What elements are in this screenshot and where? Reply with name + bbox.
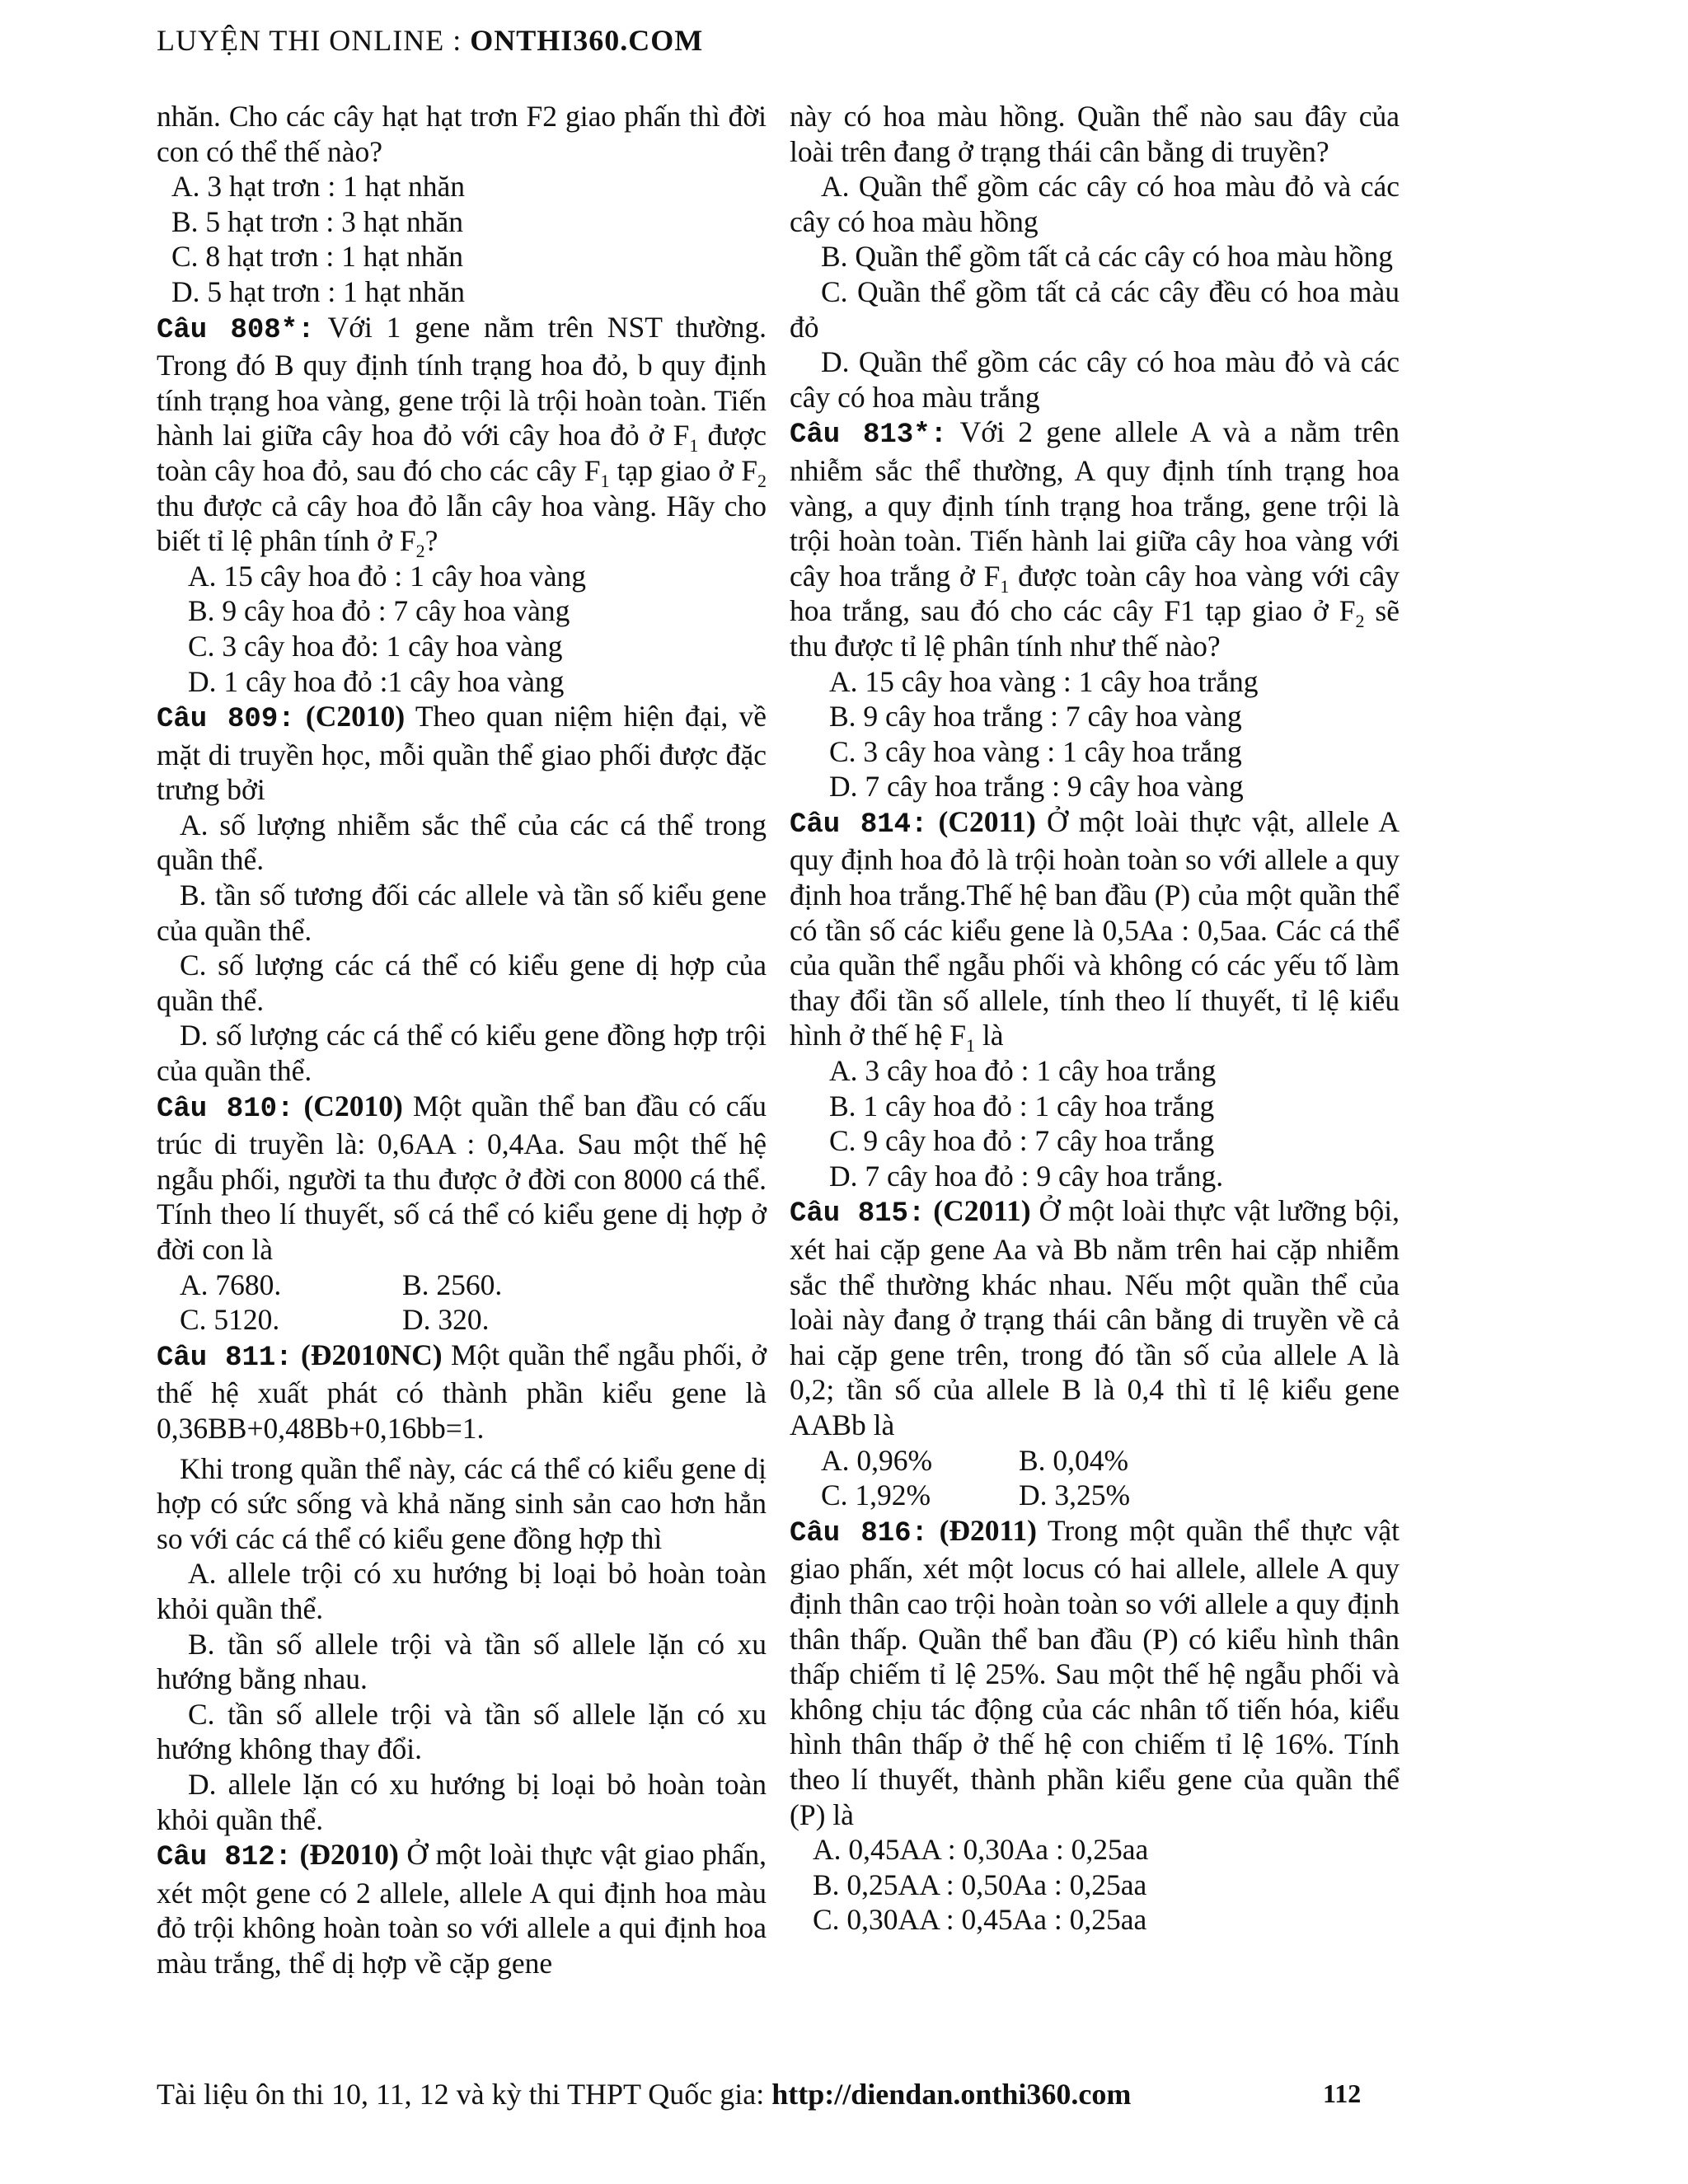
option-b: B. 5 hạt trơn : 3 hạt nhăn: [171, 204, 463, 238]
question-label: Câu 811:: [157, 1342, 293, 1374]
question-label: Câu 813*:: [790, 419, 948, 452]
question-816: Câu 816: (Đ2011) Trong một quần thể thực vật giao phấn, xét một locus có hai allele, allele A quy định thân cao trội hoàn toàn so với allele a quy định thân thấp. Quần thể ban đầu (P) có kiểu hình thân thấp chiếm tỉ lệ 25%. Sau một thế hệ ngẫu phối và không chịu tác động của các nhân tố tiến hóa, kiểu hình thân thấp ở thế hệ con chiếm tỉ lệ 16%. Tính theo lí thuyết, thành phần kiểu gene của quần thể (P) là: [790, 1513, 1400, 1831]
option-b: B. 0,25AA : 0,50Aa : 0,25aa: [813, 1868, 1147, 1901]
question-815: Câu 815: (C2011) Ở một loài thực vật lưỡng bội, xét hai cặp gene Aa và Bb nằm trên hai cặp nhiễm sắc thể thường khác nhau. Nếu một quần thể của loài này đang ở trạng thái cân bằng di truyền về cả hai cặp gene trên, trong đó tần số của allele A là 0,2; tần số của allele B là 0,4 thì tỉ lệ kiểu gene AABb là: [790, 1194, 1400, 1441]
option-c: C. số lượng các cá thể có kiểu gene dị hợp của quần thể.: [157, 949, 767, 1017]
option-c: C. 0,30AA : 0,45Aa : 0,25aa: [813, 1903, 1147, 1937]
option-row: [790, 1478, 1400, 1513]
option-b: B. tần số tương đối các allele và tần số kiểu gene của quần thể.: [157, 879, 767, 947]
option-a: A. 7680.: [180, 1268, 282, 1301]
option-row: [157, 1268, 767, 1303]
option-d: D. Quần thể gồm các cây có hoa màu đỏ và các cây có hoa màu trắng: [790, 345, 1400, 414]
question-811-body: Khi trong quần thể này, các cá thể có kiểu gene dị hợp có sức sống và khả năng sinh sản cao hơn hẳn so với các cá thể có kiểu gene đồng hợp thì: [157, 1451, 767, 1555]
question-814: Câu 814: (C2011) Ở một loài thực vật, allele A quy định hoa đỏ là trội hoàn toàn so với allele a quy định hoa trắng.Thế hệ ban đầu (P) của một quần thể có tần số các kiểu gene là 0,5Aa : 0,5aa. Các cá thể của quần thể ngẫu phối và không có các yếu tố làm thay đổi tần số allele, tính theo lí thuyết, tỉ lệ kiểu hình ở thế hệ $F_1$ là: [790, 804, 1400, 1057]
option-b: B. tần số allele trội và tần số allele lặn có xu hướng bằng nhau.: [157, 1627, 767, 1696]
option-b: B. Quần thể gồm tất cả các cây có hoa màu hồng: [821, 240, 1393, 274]
option-b: B. 9 cây hoa đỏ : 7 cây hoa vàng: [188, 594, 570, 628]
option-row: [790, 1443, 1400, 1479]
question-source: (C2011): [927, 804, 1036, 838]
option-c: C. tần số allele trội và tần số allele lặn có xu hướng không thay đổi.: [157, 1697, 767, 1766]
question-source: (Đ2010): [291, 1838, 399, 1872]
option-a: A. 15 cây hoa đỏ : 1 cây hoa vàng: [188, 559, 587, 593]
option-row: [157, 1302, 767, 1338]
option-c: C. 5120.: [180, 1303, 280, 1337]
footer-text: Tài liệu ôn thi 10, 11, 12 và kỳ thi THPT Quốc gia:: [157, 2078, 772, 2111]
header-site: ONTHI360.COM: [470, 24, 704, 57]
question-label: Câu 810:: [157, 1093, 294, 1125]
left-column: [157, 99, 767, 1980]
option-d: D. 7 cây hoa trắng : 9 cây hoa vàng: [829, 770, 1244, 804]
page-header: [157, 23, 703, 58]
option-d: D. 5 hạt trơn : 1 hạt nhăn: [171, 274, 465, 308]
option-c: C. 3 cây hoa đỏ: 1 cây hoa vàng: [188, 629, 563, 663]
option-d: D. 320.: [402, 1303, 490, 1337]
question-label: Câu 812:: [157, 1842, 292, 1874]
question-809: Câu 809: (C2010) Theo quan niệm hiện đại, về mặt di truyền học, mỗi quần thể giao phối được đặc trưng bởi: [157, 700, 767, 807]
option-a: A. 15 cây hoa vàng : 1 cây hoa trắng: [829, 664, 1259, 698]
option-b: B. 1 cây hoa đỏ : 1 cây hoa trắng: [829, 1089, 1215, 1122]
page-footer: [157, 2077, 1131, 2111]
option-d: D. 1 cây hoa đỏ :1 cây hoa vàng: [188, 664, 565, 698]
option-c: C. 8 hạt trơn : 1 hạt nhăn: [171, 240, 463, 274]
question-label: Câu 808*:: [157, 314, 315, 346]
question-source: (C2011): [925, 1194, 1031, 1228]
option-a: A. allele trội có xu hướng bị loại bỏ hoàn toàn khỏi quần thể.: [157, 1557, 767, 1625]
right-column: [790, 99, 1400, 1938]
continued-question-text: nhăn. Cho các cây hạt hạt trơn F2 giao phấn thì đời con có thể thế nào?: [157, 100, 767, 168]
question-811: Câu 811: (Đ2010NC) Một quần thể ngẫu phối, ở thế hệ xuất phát có thành phần kiểu gene là 0,36BB+0,48Bb+0,16bb=1.: [157, 1338, 767, 1445]
footer-link[interactable]: http://diendan.onthi360.com: [771, 2078, 1132, 2111]
option-d: D. 7 cây hoa đỏ : 9 cây hoa trắng.: [829, 1159, 1224, 1193]
header-prefix: LUYỆN THI ONLINE :: [157, 24, 471, 57]
question-label: Câu 816:: [790, 1517, 928, 1549]
option-d: D. số lượng các cá thể có kiểu gene đồng hợp trội của quần thể.: [157, 1019, 767, 1088]
option-b: B. 2560.: [402, 1268, 503, 1301]
question-label: Câu 815:: [790, 1198, 926, 1230]
question-810: Câu 810: (C2010) Một quần thể ban đầu có cấu trúc di truyền là: 0,6AA : 0,4Aa. Sau một thế hệ ngẫu phối, người ta thu được ở đời con 8000 cá thể. Tính theo lí thuyết, số cá thể có kiểu gene dị hợp ở đời con là: [157, 1089, 767, 1266]
option-c: C. 1,92%: [821, 1479, 931, 1512]
option-d: D. 3,25%: [1019, 1479, 1131, 1512]
question-source: (Đ2011): [927, 1513, 1037, 1547]
option-a: A. 0,45AA : 0,30Aa : 0,25aa: [813, 1833, 1149, 1867]
question-label: Câu 814:: [790, 808, 928, 841]
option-c: C. 3 cây hoa vàng : 1 cây hoa trắng: [829, 734, 1242, 768]
option-c: C. Quần thể gồm tất cả các cây đều có hoa màu đỏ: [790, 274, 1400, 344]
question-source: (C2010): [294, 700, 406, 733]
continued-question-text: này có hoa màu hồng. Quần thể nào sau đây của loài trên đang ở trạng thái cân bằng di truyền?: [790, 100, 1400, 168]
question-label: Câu 809:: [157, 704, 295, 736]
option-a: A. số lượng nhiễm sắc thể của các cá thể trong quần thể.: [157, 808, 767, 877]
option-a: A. Quần thể gồm các cây có hoa màu đỏ và các cây có hoa màu hồng: [790, 170, 1400, 238]
page-number: 112: [1323, 2079, 1362, 2108]
question-812: Câu 812: (Đ2010) Ở một loài thực vật giao phấn, xét một gene có 2 allele, allele A qui định hoa màu đỏ trội không hoàn toàn so với allele a qui định hoa màu trắng, thể dị hợp về cặp gene: [157, 1838, 767, 1980]
option-a: A. 3 cây hoa đỏ : 1 cây hoa trắng: [829, 1054, 1217, 1088]
option-b: B. 0,04%: [1019, 1443, 1129, 1477]
question-808: Câu 808*: Với 1 gene nằm trên NST thường. Trong đó B quy định tính trạng hoa đỏ, b quy định tính trạng hoa vàng, gene trội là trội hoàn toàn. Tiến hành lai giữa cây hoa đỏ với cây hoa đỏ ở $F_1$ được toàn cây hoa đỏ, sau đó cho các cây $F_1$ tạp giao ở $F_2$ thu được cả cây hoa đỏ lẫn cây hoa vàng. Hãy cho biết tỉ lệ phân tính ở $F_2$?: [157, 310, 767, 562]
option-a: A. 0,96%: [821, 1443, 933, 1477]
option-d: D. allele lặn có xu hướng bị loại bỏ hoàn toàn khỏi quần thể.: [157, 1767, 767, 1836]
option-c: C. 9 cây hoa đỏ : 7 cây hoa trắng: [829, 1124, 1215, 1158]
option-b: B. 9 cây hoa trắng : 7 cây hoa vàng: [829, 700, 1242, 733]
question-813: Câu 813*: Với 2 gene allele A và a nằm trên nhiễm sắc thể thường, A quy định tính trạng hoa vàng, a quy định tính trạng hoa trắng, gene trội là trội hoàn toàn. Tiến hành lai giữa cây hoa vàng với cây hoa trắng ở $F_1$ được toàn cây hoa vàng với cây hoa trắng, sau đó cho các cây F1 tạp giao ở $F_2$ sẽ thu được tỉ lệ phân tính như thế nào?: [790, 415, 1400, 663]
question-source: (Đ2010NC): [292, 1338, 443, 1371]
option-a: A. 3 hạt trơn : 1 hạt nhăn: [171, 170, 465, 204]
question-source: (C2010): [293, 1089, 403, 1122]
